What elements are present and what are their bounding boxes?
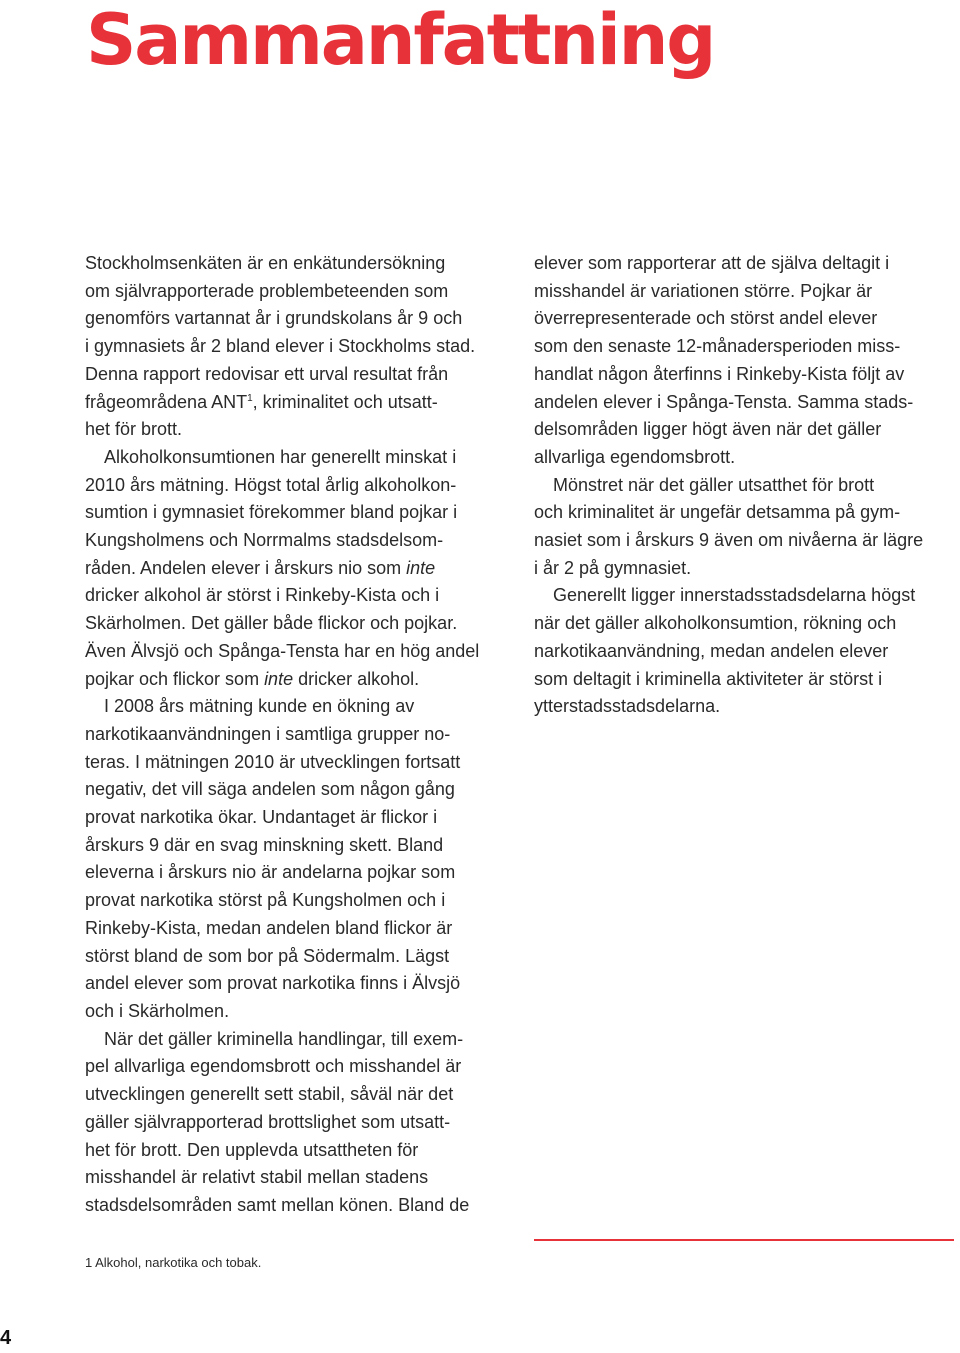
paragraph-assault xyxy=(534,250,958,472)
text-line: och kriminalitet är ungefär detsamma på gym- xyxy=(534,502,901,523)
text-line: sumtion i gymnasiet förekommer bland pojkar i xyxy=(85,502,458,523)
text-segment: , kriminalitet och utsatt- xyxy=(252,391,438,412)
text-line: het för brott. Den upplevda utsattheten för xyxy=(85,1139,419,1160)
text-line: delsområden ligger högt även när det gäller xyxy=(534,419,882,440)
text-line: teras. I mätningen 2010 är utvecklingen fortsatt xyxy=(85,751,461,772)
paragraph-crime xyxy=(85,1026,510,1220)
right-column xyxy=(534,250,958,721)
text-line: het för brott. xyxy=(85,419,183,440)
text-line: om självrapporterade problembeteenden som xyxy=(85,280,449,301)
text-line: Skärholmen. Det gäller både flickor och pojkar. xyxy=(85,613,458,634)
text-line: eleverna i årskurs nio är andelarna pojkar som xyxy=(85,862,456,883)
text-line: Rinkeby-Kista, medan andelen bland flickor är xyxy=(85,917,453,938)
paragraph-alcohol xyxy=(85,444,510,693)
text-line: Denna rapport redovisar ett urval resultat från xyxy=(85,363,449,384)
text-line: ytterstadsstadsdelarna. xyxy=(534,696,721,717)
paragraph-intro xyxy=(85,250,510,444)
text-line: provat narkotika ökar. Undantaget är flickor i xyxy=(85,807,438,828)
text-line: och i Skärholmen. xyxy=(85,1000,230,1021)
footnote-marker: 1 xyxy=(247,392,253,404)
text-line: När det gäller kriminella handlingar, till exem- xyxy=(104,1028,464,1049)
text-line: misshandel är variationen större. Pojkar är xyxy=(534,280,873,301)
text-line: utvecklingen generellt sett stabil, såväl när det xyxy=(85,1084,454,1105)
paragraph-districts xyxy=(534,582,958,721)
text-line: genomförs vartannat år i grundskolans år 9 och xyxy=(85,308,463,329)
text-line: i gymnasiets år 2 bland elever i Stockholms stad. xyxy=(85,336,476,357)
text-line: Generellt ligger innerstadsstadsdelarna högst xyxy=(553,585,916,606)
text-segment: pojkar och flickor som xyxy=(85,668,265,689)
text-line: nasiet som i årskurs 9 även om nivåerna är lägre xyxy=(534,530,924,551)
text-line: dricker alkohol är störst i Rinkeby-Kista och i xyxy=(85,585,440,606)
text-line: Mönstret när det gäller utsatthet för brott xyxy=(553,474,875,495)
footnote-divider xyxy=(534,1239,954,1241)
text-line: andelen elever i Spånga-Tensta. Samma stads- xyxy=(534,391,914,412)
paragraph-pattern xyxy=(534,472,958,583)
text-line: överrepresenterade och störst andel elever xyxy=(534,308,878,329)
text-line: I 2008 års mätning kunde en ökning av xyxy=(104,696,415,717)
text-line: narkotikaanvändning, medan andelen elever xyxy=(534,640,889,661)
text-line: 2010 års mätning. Högst total årlig alkoholkon- xyxy=(85,474,457,495)
text-line xyxy=(85,555,510,583)
page-number: 4 xyxy=(0,1327,12,1349)
text-line: Kungsholmens och Norrmalms stadsdelsom- xyxy=(85,530,444,551)
text-line: narkotikaanvändningen i samtliga grupper no- xyxy=(85,723,451,744)
emphasis-text: inte xyxy=(406,557,436,578)
text-line: årskurs 9 där en svag minskning skett. Bland xyxy=(85,834,444,855)
footnote: 1 Alkohol, narkotika och tobak. xyxy=(85,1255,262,1270)
text-line xyxy=(85,389,510,417)
text-line: som den senaste 12-månadersperioden miss- xyxy=(534,336,901,357)
text-line xyxy=(85,666,510,694)
page-title: Sammanfattning xyxy=(86,0,715,81)
text-line: stadsdelsområden samt mellan könen. Bland de xyxy=(85,1194,470,1215)
text-line: Stockholmsenkäten är en enkätundersökning xyxy=(85,253,446,273)
text-line: andel elever som provat narkotika finns i Älvsjö xyxy=(85,973,461,994)
emphasis-text: inte xyxy=(264,668,294,689)
text-line: misshandel är relativt stabil mellan stadens xyxy=(85,1167,429,1188)
text-line: negativ, det vill säga andelen som någon gång xyxy=(85,779,455,800)
text-line: gäller självrapporterad brottslighet som utsatt- xyxy=(85,1111,451,1132)
text-line: i år 2 på gymnasiet. xyxy=(534,557,692,578)
text-line: störst bland de som bor på Södermalm. Lägst xyxy=(85,945,450,966)
text-line: handlat någon återfinns i Rinkeby-Kista följt av xyxy=(534,363,905,384)
text-line: när det gäller alkoholkonsumtion, rökning och xyxy=(534,613,897,634)
text-segment: frågeområdena ANT xyxy=(85,391,248,412)
text-segment: dricker alkohol. xyxy=(293,668,420,689)
text-line: allvarliga egendomsbrott. xyxy=(534,446,736,467)
text-segment: råden. Andelen elever i årskurs nio som xyxy=(85,557,407,578)
text-line: Även Älvsjö och Spånga-Tensta har en hög andel xyxy=(85,640,480,661)
text-line: Alkoholkonsumtionen har generellt minskat i xyxy=(104,446,457,467)
text-line: elever som rapporterar att de själva deltagit i xyxy=(534,253,890,273)
text-line: pel allvarliga egendomsbrott och misshandel är xyxy=(85,1056,462,1077)
text-line: som deltagit i kriminella aktiviteter är störst i xyxy=(534,668,883,689)
paragraph-narcotics xyxy=(85,693,510,1025)
left-column xyxy=(85,250,510,1220)
text-line: provat narkotika störst på Kungsholmen och i xyxy=(85,890,446,911)
